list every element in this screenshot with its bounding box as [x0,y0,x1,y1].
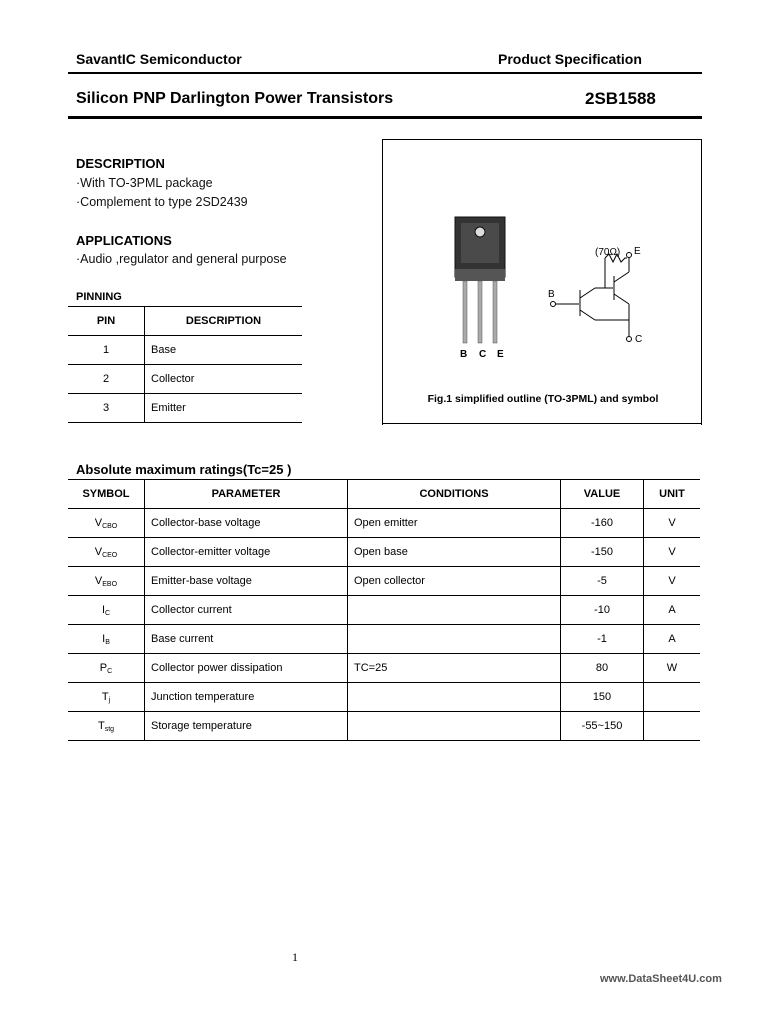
unit-cell [644,683,701,712]
company-name: SavantIC Semiconductor [76,51,242,67]
column-header: SYMBOL [68,480,145,509]
ratings-heading: Absolute maximum ratings(Tc=25 ) [76,462,292,477]
table-header-row [68,480,700,509]
value-cell: -160 [561,509,644,538]
unit-cell: A [668,633,676,645]
figure-box [382,139,702,425]
header-rule-top [68,72,702,74]
conditions-cell [348,712,561,741]
pin-number: 1 [68,336,145,365]
symbol-letter: V [94,574,103,587]
conditions-cell [348,596,561,625]
table-row [68,712,700,741]
unit-cell [644,712,701,741]
value-cell: 150 [561,683,644,712]
applications-heading: APPLICATIONS [76,233,172,248]
symbol-subscript: stg [104,725,115,733]
column-header: CONDITIONS [348,480,561,509]
table-row [68,509,700,538]
symbol-letter: I [101,603,105,616]
parameter-cell: Junction temperature [145,683,348,712]
table-row [68,394,302,423]
pin-description: Base [151,344,177,356]
unit-cell: V [668,575,676,587]
table-header-row [68,307,302,336]
figure-caption: Fig.1 simplified outline (TO-3PML) and symbol [427,393,659,405]
column-header: DESCRIPTION [185,315,262,327]
pin-number: 3 [68,394,145,423]
value-cell: -55~150 [561,712,644,741]
value-cell: 80 [561,654,644,683]
symbol-subscript: EBO [102,580,118,588]
column-header: UNIT [659,488,685,500]
parameter-cell: Collector-emitter voltage [145,538,348,567]
symbol-cell [68,509,145,538]
header-rule-bottom [68,116,702,119]
symbol-cell [68,654,145,683]
parameter-cell: Collector-base voltage [145,509,348,538]
unit-cell: V [668,517,676,529]
symbol-letter: I [102,632,106,645]
value-cell: -5 [561,567,644,596]
figure-box-bottom-rule [382,423,701,424]
unit-cell: W [666,662,678,674]
description-line: ·With TO-3PML package [76,176,213,190]
table-row [68,683,700,712]
pinning-table [68,306,302,423]
applications-line: ·Audio ,regulator and general purpose [76,252,287,266]
description-heading: DESCRIPTION [76,156,165,171]
ratings-table [68,479,700,741]
watermark: www.DataSheet4U.com [600,973,722,985]
symbol-cell [68,567,145,596]
symbol-letter: T [101,690,109,703]
symbol-letter: V [94,516,103,529]
symbol-cell [68,712,145,741]
conditions-cell: TC=25 [348,654,561,683]
parameter-cell: Base current [145,625,348,654]
table-row [68,654,700,683]
symbol-subscript: CBO [102,522,118,530]
symbol-subscript: j [108,696,111,704]
page-title: Silicon PNP Darlington Power Transistors [76,90,394,107]
symbol-label-b: B [548,289,555,300]
symbol-cell [68,683,145,712]
symbol-subscript: B [105,638,110,646]
symbol-label-e: E [634,246,641,257]
parameter-cell: Collector power dissipation [145,654,348,683]
value-cell: -10 [561,596,644,625]
table-row [68,596,700,625]
pin-description: Collector [151,373,195,385]
conditions-cell: Open base [348,538,561,567]
resistor-label: (70Ω) [595,247,621,258]
symbol-letter: T [97,719,105,732]
unit-cell: A [668,604,676,616]
conditions-cell: Open collector [348,567,561,596]
value-cell: -150 [561,538,644,567]
table-row [68,538,700,567]
symbol-cell [68,596,145,625]
symbol-letter: P [99,661,108,674]
pin-label-b: B [460,349,468,360]
table-row [68,365,302,394]
symbol-cell [68,625,145,654]
parameter-cell: Collector current [145,596,348,625]
parameter-cell: Storage temperature [145,712,348,741]
conditions-cell: Open emitter [348,509,561,538]
page-number: 1 [292,950,298,964]
unit-cell: V [668,546,676,558]
table-row [68,567,700,596]
conditions-cell [348,683,561,712]
table-row [68,336,302,365]
value-cell: -1 [561,625,644,654]
part-number: 2SB1588 [585,89,656,108]
symbol-subscript: CEO [102,551,118,559]
symbol-label-c: C [635,334,643,345]
pinning-heading: PINNING [76,291,122,303]
symbol-cell [68,538,145,567]
doc-type: Product Specification [498,51,642,67]
pin-number: 2 [68,365,145,394]
pin-label-e: E [497,349,504,360]
parameter-cell: Emitter-base voltage [145,567,348,596]
package-outline-image [383,140,701,370]
column-header: VALUE [561,480,644,509]
symbol-subscript: C [105,609,111,617]
description-line: ·Complement to type 2SD2439 [76,195,248,209]
pin-label-c: C [479,349,487,360]
pin-description: Emitter [151,402,186,414]
table-row [68,625,700,654]
conditions-cell [348,625,561,654]
symbol-subscript: C [107,667,113,675]
column-header: PIN [68,307,145,336]
symbol-letter: V [94,545,103,558]
column-header: PARAMETER [145,480,348,509]
